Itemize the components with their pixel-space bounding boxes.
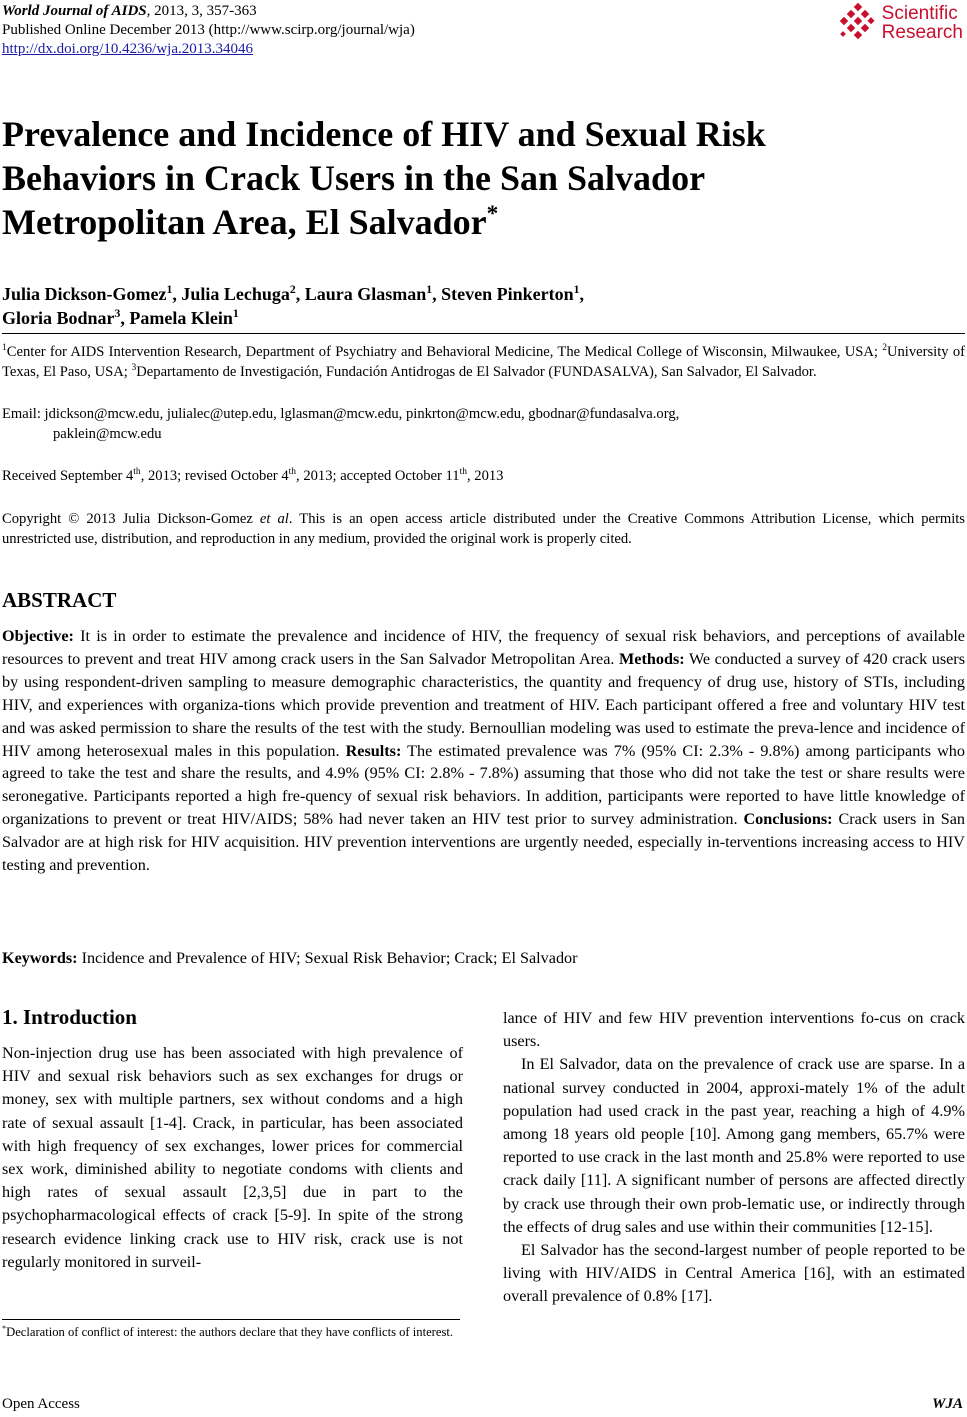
keywords: Keywords: Incidence and Prevalence of HIV; Sexual Risk Behavior; Crack; El Salvador (2, 949, 578, 967)
scientific-research-logo-icon (837, 3, 877, 43)
author-list: Julia Dickson-Gomez$^1$, Julia Lechuga$^2$, Laura Glasman$^1$, Steven Pinkerton$^1$, Gloria Bodnar$^3$, Pamela Klein$^1$ (2, 283, 584, 328)
footnote-divider (2, 1319, 460, 1320)
author: Gloria Bodnar (2, 308, 115, 328)
journal-name: World Journal of AIDS (2, 3, 147, 19)
journal-volume: , 2013, 3, 357-363 (146, 3, 257, 19)
copyright-notice: Copyright © 2013 Julia Dickson-Gomez et al. This is an open access article distributed under the Creative Commons Attribution License, which permits unrestricted use, distribution, and reproduction in any medium, provided the original work is properly cited. (2, 511, 965, 547)
affiliations: $^1$Center for AIDS Intervention Research, Department of Psychiatry and Behavioral Medicine, The Medical College of Wisconsin, Milwaukee, USA; $^2$University of Texas, El Paso, USA; $^3$Departamento de Investigación, Fundación Antidrogas de El Salvador (FUNDASALVA), San Salvador, El Salvador. (2, 343, 965, 380)
received-dates: Received September 4th, 2013; revised October 4th, 2013; accepted October 11th, 2013 (2, 467, 504, 484)
author: Steven Pinkerton (441, 284, 574, 304)
logo-text: Scientific Research (881, 3, 963, 43)
body-column-left (2, 1042, 463, 1274)
doi-link[interactable]: http://dx.doi.org/10.4236/wja.2013.34046 (2, 41, 253, 57)
publisher-logo (837, 3, 963, 43)
published-online: Published Online December 2013 (http://www.scirp.org/journal/wja) (2, 22, 415, 38)
journal-citation (2, 2, 415, 21)
paragraph: lance of HIV and few HIV prevention interventions fo-cus on crack users. (503, 1009, 965, 1051)
section-heading-introduction: 1. Introduction (2, 1005, 137, 1029)
paragraph: In El Salvador, data on the prevalence of crack use are sparse. In a national survey conducted in 2004, approxi-mately 1% of the adult population had used crack in the past year, reaching a high of 4.9% among 18 years old people [10]. Among gang members, 65.7% were reported to use crack in the last month and 25.8% were reported to use crack daily [11]. A significant number of persons are affected directly by crack use through their own prob-lematic use, or indirectly through the effects of drug sales and use within their communities [12-15]. (503, 1055, 965, 1236)
body-column-right (503, 1007, 965, 1309)
paragraph: El Salvador has the second-largest number of people reported to be living with HIV/AIDS in Central America [16], with an estimated overall prevalence of 0.8% [17]. (503, 1241, 965, 1306)
author: Julia Lechuga (181, 284, 290, 304)
footnote: *Declaration of conflict of interest: the authors declare that they have conflicts of interest. (2, 1323, 453, 1339)
paragraph: Non-injection drug use has been associated with high prevalence of HIV and sexual risk behaviors such as sex exchanges for drugs or money, sex with multiple partners, sex without condoms and a high rate of sexual assault [1-4]. Crack, in particular, has been associated with high frequency of sex exchanges, lower prices for commercial sex work, diminished ability to negotiate condoms with clients and high rates of sexual assault [2,3,5] due in part to the psychopharmacological effects of crack [5-9]. In spite of the strong research evidence linking crack use to HIV risk, crack use is not regularly monitored in surveil- (2, 1044, 463, 1271)
footer-journal-abbrev: WJA (932, 1396, 963, 1412)
footer-open-access: Open Access (2, 1396, 80, 1412)
author: Julia Dickson-Gomez (2, 284, 167, 304)
journal-header (2, 2, 415, 59)
abstract-heading: ABSTRACT (2, 588, 117, 612)
email-addresses: Email: jdickson@mcw.edu, julialec@utep.edu, lglasman@mcw.edu, pinkrton@mcw.edu, gbodnar@fundasalva.org, paklein@mcw.edu (2, 406, 680, 442)
title-footnote-mark: * (486, 201, 499, 227)
paper-title: Prevalence and Incidence of HIV and Sexual Risk Behaviors in Crack Users in the San Salvador Metropolitan Area, El Salvador* (2, 114, 766, 242)
abstract-body: Objective: It is in order to estimate the prevalence and incidence of HIV, the frequency of sexual risk behaviors, and perceptions of available resources to prevent and treat HIV among crack users in the San Salvador Metropolitan Area. Methods: We conducted a survey of 420 crack users by using respondent-driven sampling to measure demographic characteristics, the quantity and frequency of drug use, history of STIs, including HIV, and experiences with organiza-tions which provide prevention and treatment of HIV. Each participant offered a free and voluntary HIV test and was asked permission to share the results of the test with the study. Bernoullian modeling was used to estimate the preva-lence and incidence of HIV among heterosexual males in this population. Results: The estimated prevalence was 7% (95% CI: 2.3% - 9.8%) among participants who agreed to take the test and share the results, and 4.9% (95% CI: 2.8% - 7.8%) assuming that those who did not take the test or share results were seronegative. Participants reported a high fre-quency of sexual risk behaviors. In addition, participants were reported to have little knowledge of organizations to prevent or treat HIV/AIDS; 58% had never taken an HIV test prior to survey administration. Conclusions: Crack users in San Salvador are at high risk for HIV acquisition. HIV prevention interventions are urgently needed, especially in-terventions increasing access to HIV testing and prevention. (2, 627, 965, 875)
author: Laura Glasman (304, 284, 427, 304)
author: Pamela Klein (129, 308, 233, 328)
header-divider (2, 333, 965, 334)
